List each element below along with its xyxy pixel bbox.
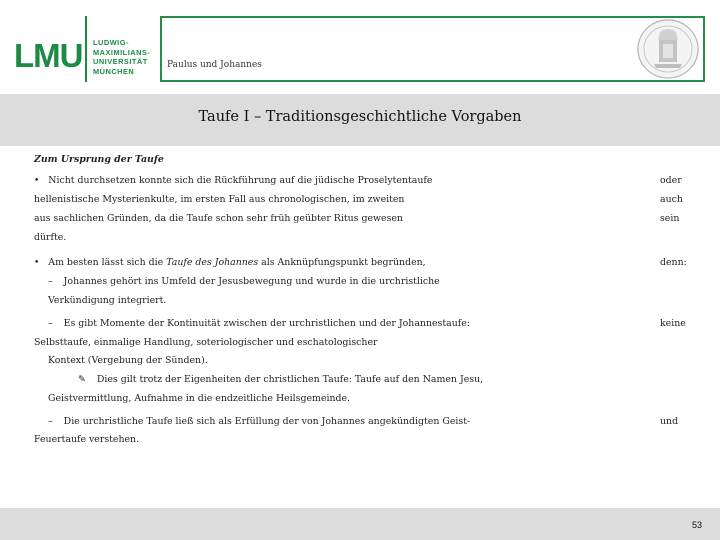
side-word: denn: [660, 257, 687, 268]
logo-divider [85, 16, 87, 82]
slide-footer [0, 508, 720, 540]
paragraph-line: Dies gilt trotz der Eigenheiten der christlichen Taufe: Taufe auf den Namen Jesu, [96, 374, 484, 385]
dash-marker: – [48, 416, 53, 427]
paragraph-text: Am besten lässt sich die [48, 257, 167, 268]
paragraph-line: Die urchristliche Taufe ließ sich als Erfüllung der von Johannes angekündigten Geist- [63, 416, 471, 427]
paragraph-line: Geistvermittlung, Aufnahme in die endzeitliche Heilsgemeinde. [48, 393, 351, 404]
university-seal-icon [636, 18, 700, 80]
dash-marker: – [48, 318, 53, 329]
paragraph-line: dürfte. [34, 232, 67, 243]
logo-line: MÜNCHEN [93, 66, 135, 76]
section-heading: Zum Ursprung der Taufe [34, 154, 164, 165]
logo-university-name [93, 38, 150, 76]
sub-list-item [48, 318, 470, 329]
paragraph-line: Feuertaufe verstehen. [34, 434, 140, 445]
paragraph-line: Kontext (Vergebung der Sünden). [48, 355, 208, 366]
logo-line: UNIVERSITÄT [93, 57, 148, 66]
emphasis-text: Taufe des Johannes [166, 257, 259, 268]
list-item [34, 175, 432, 186]
sub-list-item [48, 276, 440, 287]
side-word: oder [660, 175, 682, 186]
course-title: Paulus und Johannes [167, 60, 262, 70]
logo-line: MAXIMILIANS- [93, 47, 151, 57]
logo-line: LUDWIG- [93, 38, 129, 47]
paragraph-line: Selbsttaufe, einmalige Handlung, soteriologischer und eschatologischer [34, 337, 378, 348]
side-word: sein [660, 213, 680, 224]
paragraph-line: aus sachlichen Gründen, da die Taufe schon sehr früh geübter Ritus gewesen [34, 213, 403, 224]
paragraph-line: Verkündigung integriert. [48, 295, 167, 306]
paragraph-line: hellenistische Mysterienkulte, im ersten Fall aus chronologischen, im zweiten [34, 194, 405, 205]
bullet-icon: • [34, 176, 40, 186]
pen-arrow-icon: ✎ [78, 374, 86, 385]
side-word: auch [660, 194, 683, 205]
bullet-icon: • [34, 258, 40, 268]
side-word: keine [660, 318, 686, 329]
slide-header [0, 0, 720, 94]
dash-marker: – [48, 276, 53, 287]
paragraph-line: Nicht durchsetzen konnte sich die Rückführung auf die jüdische Proselytentaufe [48, 175, 433, 186]
list-item [34, 257, 426, 268]
arrow-note [78, 374, 483, 385]
paragraph-line: Johannes gehört ins Umfeld der Jesusbewegung und wurde in die urchristliche [63, 276, 440, 287]
lmu-logo: LMU [14, 37, 83, 74]
header-frame [160, 16, 705, 82]
sub-list-item [48, 416, 470, 427]
paragraph-line: Es gibt Momente der Kontinuität zwischen der urchristlichen und der Johannestaufe: [63, 318, 470, 329]
page-number: 53 [691, 520, 702, 530]
slide-title: Taufe I – Traditionsgeschichtliche Vorgaben [198, 109, 522, 125]
side-word: und [660, 416, 679, 427]
paragraph-text: als Anknüpfungspunkt begründen, [258, 257, 426, 268]
